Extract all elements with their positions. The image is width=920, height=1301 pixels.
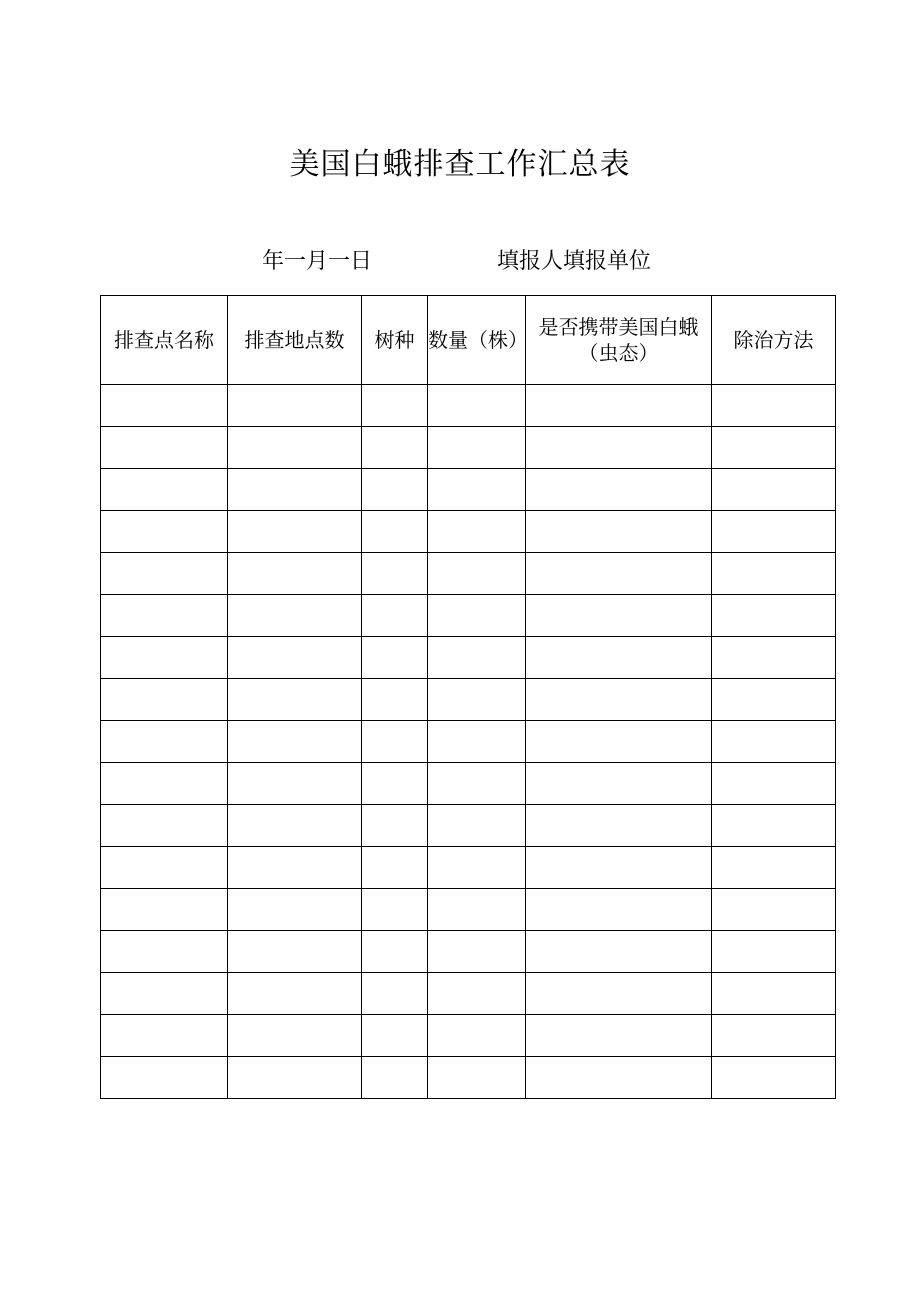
cell-carries-moth[interactable] xyxy=(526,721,712,763)
cell-carries-moth[interactable] xyxy=(526,763,712,805)
cell-control-method[interactable] xyxy=(712,511,836,553)
table-body xyxy=(101,385,836,1099)
cell-control-method[interactable] xyxy=(712,469,836,511)
cell-site-count[interactable] xyxy=(228,1015,362,1057)
cell-tree-species[interactable] xyxy=(362,1057,428,1099)
cell-tree-species[interactable] xyxy=(362,637,428,679)
cell-quantity[interactable] xyxy=(428,469,526,511)
cell-tree-species[interactable] xyxy=(362,469,428,511)
cell-quantity[interactable] xyxy=(428,511,526,553)
date-line: 年一月一日 xyxy=(262,249,373,274)
cell-control-method[interactable] xyxy=(712,721,836,763)
cell-quantity[interactable] xyxy=(428,637,526,679)
cell-carries-moth[interactable] xyxy=(526,553,712,595)
cell-control-method[interactable] xyxy=(712,679,836,721)
cell-site-name[interactable] xyxy=(101,1015,228,1057)
table-row xyxy=(101,385,836,427)
cell-quantity[interactable] xyxy=(428,931,526,973)
cell-carries-moth[interactable] xyxy=(526,637,712,679)
cell-site-count[interactable] xyxy=(228,847,362,889)
cell-carries-moth[interactable] xyxy=(526,511,712,553)
cell-site-count[interactable] xyxy=(228,469,362,511)
table-row xyxy=(101,469,836,511)
cell-site-count[interactable] xyxy=(228,679,362,721)
reporter-line: 填报人填报单位 xyxy=(497,249,652,274)
header-site-count: 排查地点数 xyxy=(228,296,362,385)
cell-site-name[interactable] xyxy=(101,511,228,553)
table-row xyxy=(101,889,836,931)
header-site-name: 排查点名称 xyxy=(101,296,228,385)
cell-site-count[interactable] xyxy=(228,385,362,427)
cell-site-count[interactable] xyxy=(228,511,362,553)
cell-carries-moth[interactable] xyxy=(526,889,712,931)
cell-control-method[interactable] xyxy=(712,553,836,595)
table-row xyxy=(101,1015,836,1057)
cell-site-name[interactable] xyxy=(101,889,228,931)
cell-carries-moth[interactable] xyxy=(526,595,712,637)
cell-site-name[interactable] xyxy=(101,931,228,973)
cell-site-count[interactable] xyxy=(228,805,362,847)
cell-control-method[interactable] xyxy=(712,889,836,931)
table-row xyxy=(101,847,836,889)
cell-control-method[interactable] xyxy=(712,805,836,847)
cell-site-name[interactable] xyxy=(101,385,228,427)
cell-tree-species[interactable] xyxy=(362,595,428,637)
cell-quantity[interactable] xyxy=(428,889,526,931)
cell-tree-species[interactable] xyxy=(362,385,428,427)
cell-control-method[interactable] xyxy=(712,637,836,679)
table-row xyxy=(101,553,836,595)
cell-site-name[interactable] xyxy=(101,1057,228,1099)
cell-site-name[interactable] xyxy=(101,553,228,595)
cell-quantity[interactable] xyxy=(428,1015,526,1057)
cell-site-count[interactable] xyxy=(228,427,362,469)
cell-carries-moth[interactable] xyxy=(526,1015,712,1057)
cell-site-count[interactable] xyxy=(228,931,362,973)
cell-site-count[interactable] xyxy=(228,595,362,637)
cell-control-method[interactable] xyxy=(712,1015,836,1057)
cell-quantity[interactable] xyxy=(428,847,526,889)
cell-carries-moth[interactable] xyxy=(526,427,712,469)
cell-quantity[interactable] xyxy=(428,679,526,721)
header-tree-species: 树种 xyxy=(362,296,428,385)
cell-control-method[interactable] xyxy=(712,763,836,805)
table-row xyxy=(101,805,836,847)
survey-table xyxy=(100,295,836,1099)
cell-site-name[interactable] xyxy=(101,595,228,637)
cell-carries-moth[interactable] xyxy=(526,1057,712,1099)
cell-site-count[interactable] xyxy=(228,637,362,679)
cell-site-count[interactable] xyxy=(228,553,362,595)
cell-tree-species[interactable] xyxy=(362,931,428,973)
cell-tree-species[interactable] xyxy=(362,847,428,889)
cell-control-method[interactable] xyxy=(712,1057,836,1099)
cell-site-name[interactable] xyxy=(101,763,228,805)
cell-control-method[interactable] xyxy=(712,385,836,427)
header-quantity: 数量（株） xyxy=(428,296,526,385)
cell-carries-moth[interactable] xyxy=(526,679,712,721)
cell-quantity[interactable] xyxy=(428,1057,526,1099)
cell-site-count[interactable] xyxy=(228,763,362,805)
cell-quantity[interactable] xyxy=(428,763,526,805)
cell-tree-species[interactable] xyxy=(362,973,428,1015)
cell-site-count[interactable] xyxy=(228,889,362,931)
table-row xyxy=(101,595,836,637)
table-row xyxy=(101,1057,836,1099)
cell-carries-moth[interactable] xyxy=(526,847,712,889)
cell-site-name[interactable] xyxy=(101,805,228,847)
cell-quantity[interactable] xyxy=(428,595,526,637)
cell-tree-species[interactable] xyxy=(362,889,428,931)
table-row xyxy=(101,763,836,805)
cell-carries-moth[interactable] xyxy=(526,385,712,427)
table-row xyxy=(101,427,836,469)
cell-carries-moth[interactable] xyxy=(526,931,712,973)
table-row xyxy=(101,931,836,973)
cell-control-method[interactable] xyxy=(712,973,836,1015)
cell-control-method[interactable] xyxy=(712,847,836,889)
cell-site-name[interactable] xyxy=(101,427,228,469)
cell-site-name[interactable] xyxy=(101,973,228,1015)
cell-quantity[interactable] xyxy=(428,721,526,763)
cell-tree-species[interactable] xyxy=(362,427,428,469)
cell-tree-species[interactable] xyxy=(362,721,428,763)
cell-control-method[interactable] xyxy=(712,595,836,637)
table-row xyxy=(101,637,836,679)
document-title: 美国白蛾排查工作汇总表 xyxy=(289,147,631,182)
table-row xyxy=(101,973,836,1015)
cell-tree-species[interactable] xyxy=(362,763,428,805)
cell-site-count[interactable] xyxy=(228,973,362,1015)
cell-site-count[interactable] xyxy=(228,1057,362,1099)
cell-quantity[interactable] xyxy=(428,805,526,847)
cell-carries-moth[interactable] xyxy=(526,973,712,1015)
cell-site-name[interactable] xyxy=(101,637,228,679)
table-row xyxy=(101,721,836,763)
cell-carries-moth[interactable] xyxy=(526,805,712,847)
cell-tree-species[interactable] xyxy=(362,1015,428,1057)
cell-site-count[interactable] xyxy=(228,721,362,763)
cell-tree-species[interactable] xyxy=(362,805,428,847)
cell-control-method[interactable] xyxy=(712,427,836,469)
header-control-method: 除治方法 xyxy=(712,296,836,385)
cell-site-name[interactable] xyxy=(101,679,228,721)
cell-quantity[interactable] xyxy=(428,973,526,1015)
cell-carries-moth[interactable] xyxy=(526,469,712,511)
cell-tree-species[interactable] xyxy=(362,553,428,595)
cell-site-name[interactable] xyxy=(101,847,228,889)
header-row xyxy=(101,296,836,385)
cell-tree-species[interactable] xyxy=(362,679,428,721)
cell-quantity[interactable] xyxy=(428,427,526,469)
cell-quantity[interactable] xyxy=(428,553,526,595)
cell-quantity[interactable] xyxy=(428,385,526,427)
cell-tree-species[interactable] xyxy=(362,511,428,553)
table-row xyxy=(101,511,836,553)
cell-site-name[interactable] xyxy=(101,469,228,511)
table-row xyxy=(101,679,836,721)
cell-control-method[interactable] xyxy=(712,931,836,973)
cell-site-name[interactable] xyxy=(101,721,228,763)
header-carries-moth: 是否携带美国白蛾（虫态） xyxy=(526,296,712,385)
